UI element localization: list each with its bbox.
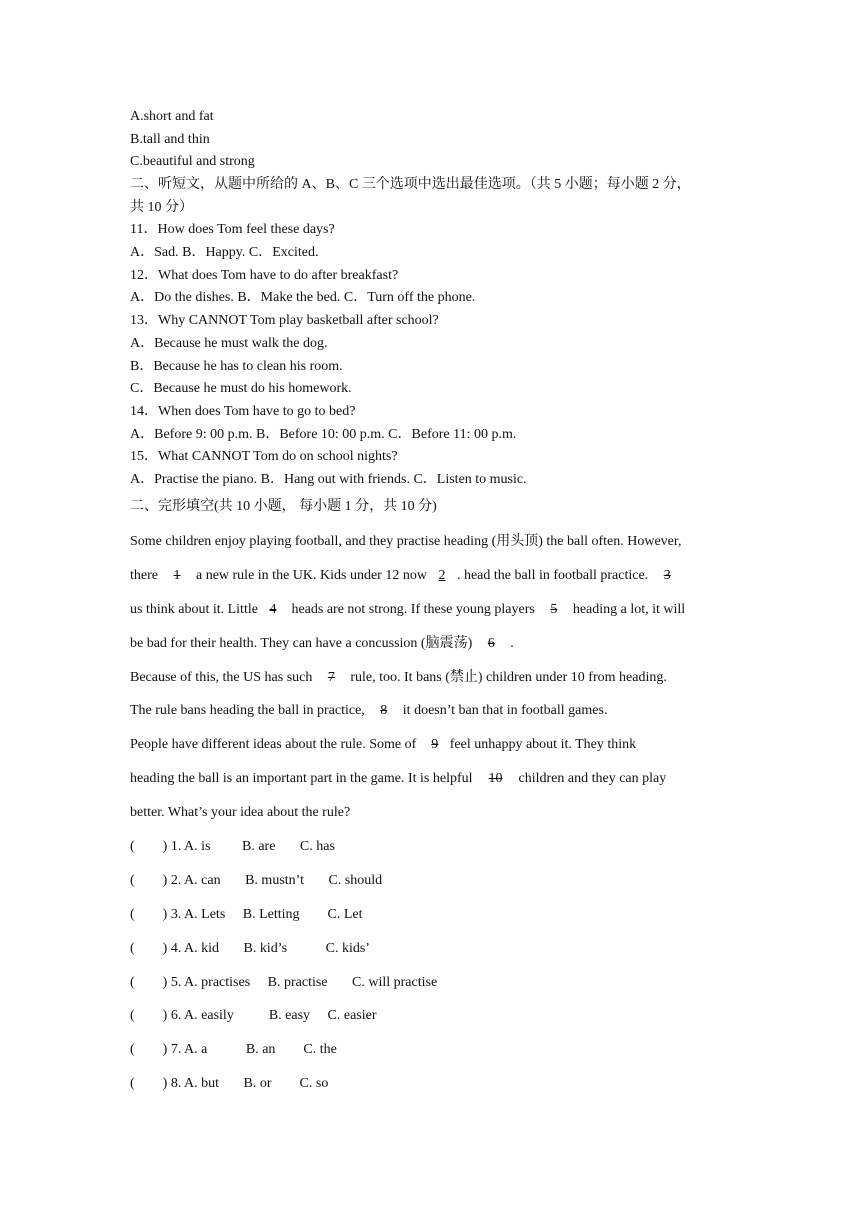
cloze-answer-options xyxy=(130,830,740,1101)
blank-1: 1 xyxy=(173,567,181,583)
question-13: 13．Why CANNOT Tom play basketball after school? xyxy=(130,313,439,329)
answer-row-5: ( ) 5. A. practises B. practise C. will practise xyxy=(130,974,438,990)
passage-text: us think about it. Little xyxy=(130,601,258,617)
blank-2: 2 xyxy=(438,567,446,583)
blank-5: 5 xyxy=(550,601,558,617)
question-13-option-a: A．Because he must walk the dog. xyxy=(130,335,328,351)
passage-text: . head the ball in football practice. xyxy=(456,567,649,583)
passage-line: Some children enjoy playing football, and they practise heading (用头顶) the ball often. However, xyxy=(130,534,682,549)
passage-text: feel unhappy about it. They think xyxy=(449,737,637,753)
question-13-option-c: C．Because he must do his homework. xyxy=(130,381,352,397)
question-11-options: A．Sad. B．Happy. C．Excited. xyxy=(130,245,319,261)
option-c: C.beautiful and strong xyxy=(130,154,255,170)
question-12-options: A．Do the dishes. B．Make the bed. C．Turn off the phone. xyxy=(130,290,476,306)
answer-row-1: ( ) 1. A. is B. are C. has xyxy=(130,839,335,854)
passage-line xyxy=(130,694,740,728)
blank-6: 6 xyxy=(487,635,495,651)
passage-text: . xyxy=(510,635,514,651)
passage-line: better. What’s your idea about the rule? xyxy=(130,805,351,821)
passage-line xyxy=(130,661,740,695)
blank-10: 10 xyxy=(488,771,503,787)
passage-text: children and they can play xyxy=(518,771,667,787)
passage-text: Because of this, the US has such xyxy=(130,669,313,685)
answer-row-4: ( ) 4. A. kid B. kid’s C. kids’ xyxy=(130,940,370,956)
answer-row-6: ( ) 6. A. easily B. easy C. easier xyxy=(130,1008,377,1024)
question-13-option-b: B．Because he has to clean his room. xyxy=(130,358,343,374)
question-11: 11．How does Tom feel these days? xyxy=(130,222,335,238)
blank-8: 8 xyxy=(380,703,388,719)
passage-text: be bad for their health. They can have a concussion (脑震荡) xyxy=(130,635,473,651)
passage-line xyxy=(130,559,740,593)
cloze-heading: 二、完形填空(共 10 小题， 每小题 1 分，共 10 分) xyxy=(130,499,437,514)
question-15-options: A．Practise the piano. B．Hang out with friends. C．Listen to music. xyxy=(130,471,527,487)
cloze-heading-wrap xyxy=(130,496,740,519)
option-b: B.tall and thin xyxy=(130,131,210,147)
top-options xyxy=(130,106,740,174)
option-a: A.short and fat xyxy=(130,109,214,124)
passage-text: it doesn’t ban that in football games. xyxy=(402,703,608,719)
answer-row-2: ( ) 2. A. can B. mustn’t C. should xyxy=(130,872,383,888)
answer-row-3: ( ) 3. A. Lets B. Letting C. Let xyxy=(130,906,363,922)
passage-text: heading the ball is an important part in the game. It is helpful xyxy=(130,771,473,787)
passage-text: People have different ideas about the rule. Some of xyxy=(130,737,420,753)
blank-7: 7 xyxy=(327,669,335,685)
question-15: 15．What CANNOT Tom do on school nights? xyxy=(130,449,398,465)
blank-3: 3 xyxy=(663,567,671,583)
question-14-options: A．Before 9: 00 p.m. B．Before 10: 00 p.m. C．Before 11: 00 p.m. xyxy=(130,426,517,442)
passage-text: The rule bans heading the ball in practice, xyxy=(130,703,365,719)
passage-line xyxy=(130,593,740,627)
blank-9: 9 xyxy=(431,737,439,753)
passage-text: a new rule in the UK. Kids under 12 now xyxy=(195,567,427,583)
section-heading: 二、听短文，从题中所给的 A、B、C 三个选项中选出最佳选项。（共 5 小题；每小题 2 分， xyxy=(130,177,691,192)
passage-text: rule, too. It bans (禁止) children under 10 from heading. xyxy=(350,669,667,685)
answer-row-8: ( ) 8. A. but B. or C. so xyxy=(130,1076,329,1092)
passage-line xyxy=(130,627,740,661)
passage-line xyxy=(130,762,740,796)
passage-text: there xyxy=(130,567,158,583)
question-14: 14．When does Tom have to go to bed? xyxy=(130,403,356,419)
listening-section xyxy=(130,174,740,492)
question-12: 12．What does Tom have to do after breakfast? xyxy=(130,267,399,283)
passage-text: heading a lot, it will xyxy=(572,601,686,617)
cloze-passage xyxy=(130,525,740,830)
passage-text: heads are not strong. If these young players xyxy=(287,601,535,617)
passage-line xyxy=(130,728,740,762)
blank-4: 4 xyxy=(269,601,277,617)
answer-row-7: ( ) 7. A. a B. an C. the xyxy=(130,1042,337,1058)
section-heading-cont: 共 10 分） xyxy=(130,199,193,215)
